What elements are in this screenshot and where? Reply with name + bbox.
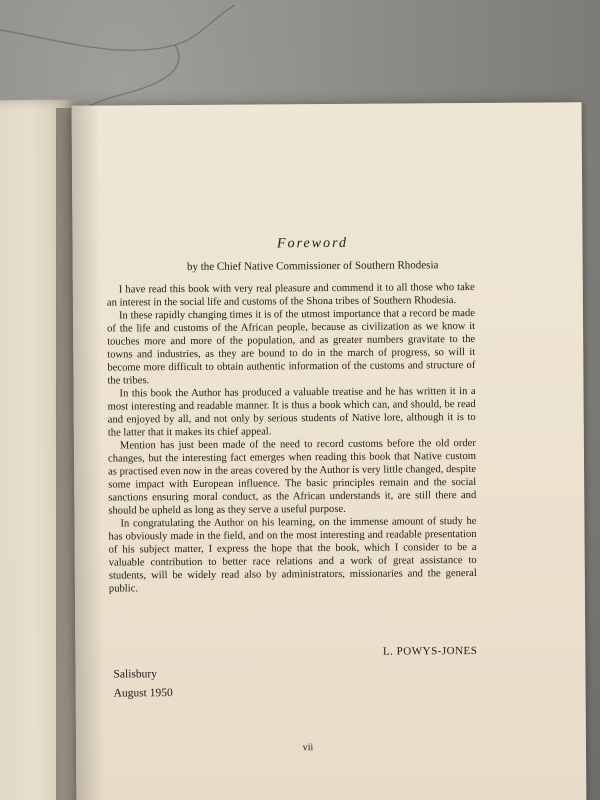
book-page — [72, 102, 587, 800]
paragraph: In these rapidly changing times it is of the utmost importance that a record be made of the life and customs of the African people, because as civilization as we know it touches more and more of the population, and as greater numbers gravitate to the towns and industries, as they are bound to do in the march of progress, so will it become more difficult to obtain authentic information of the customs and structure of the tribes. — [107, 307, 476, 387]
paragraph: In congratulating the Author on his learning, on the immense amount of study he has obviously made in the field, and on the most interesting and readable presentation of his subject matter, I express the hope that the book, which I consider to be a valuable contribution to better race relations and a work of great assistance to students, will be widely read also by administrators, missionaries and the general public. — [108, 515, 477, 595]
page-number: vii — [302, 742, 314, 754]
foreword-body — [107, 281, 477, 596]
paragraph: In this book the Author has produced a valuable treatise and he has written it in a most interesting and readable manner. It is thus a book which can, and should, be read and enjoyed by all, and not only by serious students of Native lore, although it is to the latter that it makes its chief appeal. — [107, 385, 476, 439]
foreword-title: Foreword — [276, 235, 349, 252]
paragraph: I have read this book with very real pleasure and commend it to all those who take an interest in the social life and customs of the Shona tribes of Southern Rhodesia. — [106, 281, 475, 309]
foreword-subtitle: by the Chief Native Commissioner of Southern Rhodesia — [186, 259, 439, 273]
signature-date: August 1950 — [113, 687, 173, 700]
paragraph: Mention has just been made of the need to record customs before the old order changes, but the interesting fact emerges when reading this book that Native custom as practised even now in the areas covered by the Author is very little changed, despite some impact with European influence. The basic principles remain and the social sanctions ensuring moral conduct, as the African understands it, are still there and should be upheld as long as they serve a useful purpose. — [107, 437, 477, 517]
author-signature: L. POWYS-JONES — [382, 644, 478, 658]
signature-place: Salisbury — [113, 668, 157, 681]
